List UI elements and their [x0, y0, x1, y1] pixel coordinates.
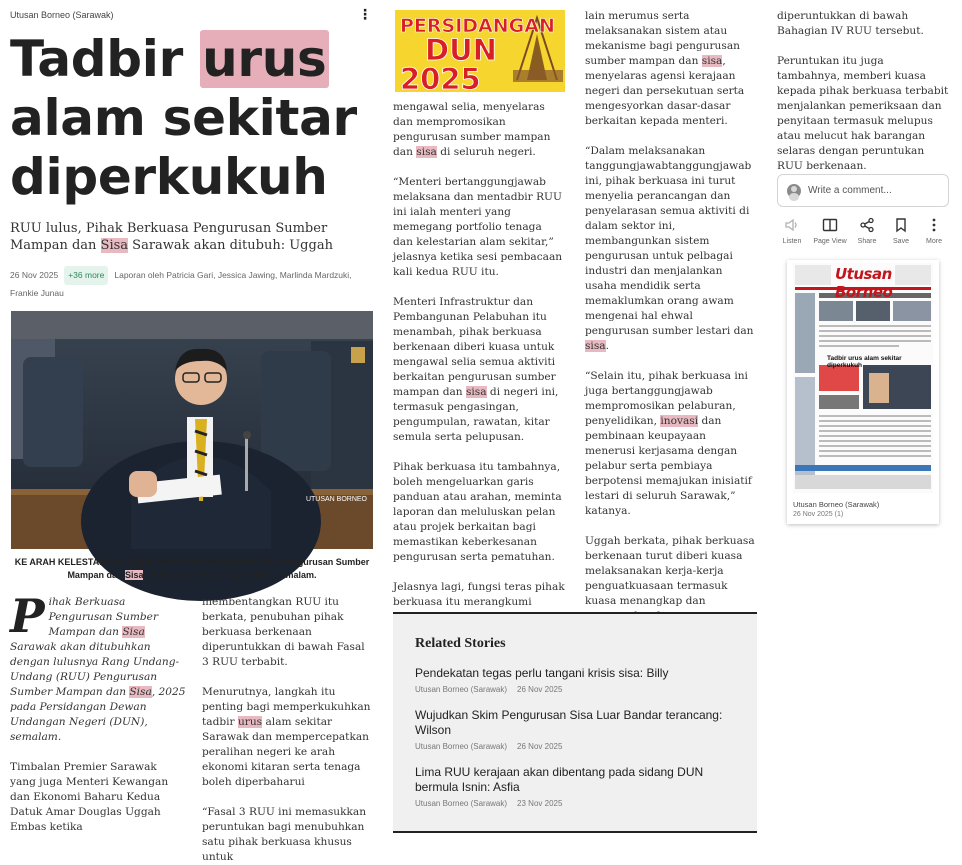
- article-action-bar: [777, 217, 949, 255]
- body-paragraph: “Selain itu, pihak berkuasa ini juga bertanggungjawab mempromosikan pelaburan, penyelidikan, inovasi dan pembinaan keupayaan menerusi kerjasama dengan pelabur serta pembiaya berpotensi memajukan inisiatif lestari di seluruh Sarawak,” katanya.: [585, 370, 752, 517]
- body-paragraph: Timbalan Premier Sarawak yang juga Menteri Kewangan dan Ekonomi Baharu Kedua Datuk Amar Douglas Uggah Embas ketika: [10, 761, 169, 833]
- article-meta: [10, 266, 374, 302]
- newspaper-date: 26 Nov 2025 (1): [793, 511, 844, 518]
- article-headline: Tadbir urus alam sekitar diperkukuh: [10, 30, 357, 206]
- newspaper-headline: Tadbir urus alam sekitar diperkukuh: [827, 355, 902, 369]
- banner-line-3: 2025: [400, 62, 481, 96]
- body-paragraph: “Menteri bertanggungjawab melaksana dan mentadbir RUU ini ialah menteri yang memegang portfolio tenaga dan kelestarian alam sekitar,” jelasnya ketika sesi pembacaan kali kedua RUU itu.: [393, 176, 563, 278]
- body-paragraph: Pihak berkuasa itu tambahnya, boleh mengeluarkan garis panduan atau arahan, meminta laporan dan meluluskan pelan atau projek berkaitan bagi memastikan keberkesanan pengurusan serta pematuhan.: [393, 461, 562, 563]
- search-highlight: sisa: [416, 146, 437, 158]
- body-paragraph: diperuntukkan di bawah Bahagian IV RUU tersebut.: [777, 10, 924, 37]
- related-story[interactable]: [415, 708, 735, 751]
- more-options-icon[interactable]: ⋮: [358, 7, 372, 23]
- search-highlight: Sisa: [122, 626, 145, 638]
- related-story-title[interactable]: Pendekatan tegas perlu tangani krisis sisa: Billy: [415, 666, 669, 680]
- more-contributors-badge[interactable]: +36 more: [64, 266, 108, 285]
- body-paragraph: membentangkan RUU itu berkata, penubuhan pihak berkuasa berkenaan diperuntukkan di bawah Fasal 3 RUU terbabit.: [202, 596, 365, 668]
- page-view-label: Page View: [813, 238, 847, 245]
- publication-row: [10, 7, 374, 23]
- body-paragraph: Menurutnya, langkah itu penting bagi memperkukuhkan tadbir urus alam sekitar Sarawak dan mempercepatkan peralihan negeri ke arah ekonomi kitaran serta tenaga boleh diperbaharui: [202, 686, 371, 788]
- bookmark-icon: [893, 217, 909, 233]
- persidangan-dun-banner: [395, 10, 565, 96]
- listen-label: Listen: [782, 238, 802, 245]
- drop-cap: P: [10, 589, 45, 643]
- related-story-meta: Utusan Borneo (Sarawak) 26 Nov 2025: [415, 742, 563, 751]
- search-highlight: sisa: [701, 55, 723, 67]
- newspaper-page-image: [793, 263, 933, 493]
- related-story-title[interactable]: Wujudkan Skim Pengurusan Sisa Luar Bandar terancang: Wilson: [415, 708, 723, 737]
- publication-name[interactable]: Utusan Borneo (Sarawak): [10, 10, 114, 20]
- photo-watermark: UTUSAN BORNEO: [305, 496, 367, 503]
- newspaper-page-thumbnail[interactable]: [787, 260, 939, 524]
- save-label: Save: [893, 238, 909, 245]
- user-avatar-icon: [787, 184, 801, 198]
- body-paragraph: mengawal selia, menyelaras dan mempromosikan pengurusan sumber mampan dan sisa di seluruh negeri.: [393, 101, 551, 158]
- share-button[interactable]: [850, 217, 884, 245]
- related-story[interactable]: [415, 666, 735, 694]
- article-date: 26 Nov 2025: [10, 270, 59, 280]
- search-highlight: Sisa: [124, 570, 144, 580]
- photo-illustration: [11, 311, 373, 549]
- more-vertical-icon: [926, 217, 942, 233]
- newspaper-masthead: Utusan Borneo: [835, 265, 893, 301]
- related-stories-panel: [393, 612, 757, 833]
- banner-line-1: PERSIDANGAN: [400, 15, 555, 37]
- article-column-3: [585, 9, 757, 669]
- search-highlight: sisa: [585, 340, 606, 352]
- banner-line-2: DUN: [425, 33, 497, 67]
- related-story-meta: Utusan Borneo (Sarawak) 26 Nov 2025: [415, 685, 563, 694]
- body-column-1b: [202, 595, 374, 865]
- body-paragraph: lain merumus serta melaksanakan sistem atau mekanisme bagi pengurusan sumber mampan dan sisa, menyelaras agensi kerajaan negeri dan persekutuan serta mengesyorkan dasar-dasar berkaitan kepada menteri.: [585, 10, 745, 127]
- page-view-button[interactable]: [813, 217, 847, 245]
- body-column-2: [393, 100, 565, 625]
- share-icon: [859, 217, 875, 233]
- body-paragraph: “Fasal 3 RUU ini memasukkan peruntukan bagi menubuhkan satu pihak berkuasa khusus untuk: [202, 806, 367, 863]
- related-story-title[interactable]: Lima RUU kerajaan akan dibentang pada sidang DUN bermula Isnin: Asfia: [415, 765, 704, 794]
- search-highlight: Sisa: [100, 238, 129, 253]
- listen-button[interactable]: [775, 217, 809, 245]
- search-highlight: urus: [237, 716, 263, 728]
- save-button[interactable]: [884, 217, 918, 245]
- related-stories-heading: Related Stories: [415, 636, 506, 651]
- article-authors: Laporan oleh Patricia Gari, Jessica Jawing, Marlinda Mardzuki, Frankie Junau: [10, 270, 352, 298]
- speaker-icon: [784, 217, 800, 233]
- body-paragraph: Peruntukan itu juga tambahnya, memberi kuasa kepada pihak berkuasa terbabit menjalankan pemeriksaan dan penyitaan termasuk melupus atau melucut hak barangan selaras dengan peruntukan RUU berkenaan.: [777, 55, 949, 172]
- related-story-meta: Utusan Borneo (Sarawak) 23 Nov 2025: [415, 799, 563, 808]
- more-label: More: [926, 238, 942, 245]
- body-paragraph: Menteri Infrastruktur dan Pembangunan Pelabuhan itu menambah, pihak berkuasa berkenaan diberi kuasa untuk mengawal selia semua aktiviti berkaitan pengurusan sumber mampan dan sisa di negeri ini, termasuk pengasingan, pengumpulan, rawatan, kitar semula serta pelupusan.: [393, 296, 559, 443]
- body-column-1a: [10, 589, 186, 835]
- page-view-icon: [822, 217, 838, 233]
- share-label: Share: [857, 238, 877, 245]
- body-paragraph: Uggah berkata, pihak berkuasa berkenaan turut diberi kuasa melaksanakan kerja-kerja penguatkuasaan termasuk kuasa menangkap dan: [585, 535, 755, 607]
- more-button[interactable]: [917, 217, 951, 245]
- article-subheadline: RUU lulus, Pihak Berkuasa Pengurusan Sumber Mampan dan Sisa Sarawak akan ditubuh: Uggah: [10, 221, 333, 253]
- related-story[interactable]: [415, 765, 735, 808]
- newspaper-source: Utusan Borneo (Sarawak): [793, 500, 880, 509]
- body-paragraph: “Dalam melaksanakan tanggungjawabtanggungjawab ini, pihak berkuasa ini turut menyelia perancangan dan penyelarasan semua aktiviti di dalam sektor ini, membangunkan sistem pengurusan untuk pelbagai industri dan menjalankan usaha mendidik serta memaklumkan orang awam mengenai hal ehwal pengurusan sumber lestari dan sisa.: [585, 145, 754, 352]
- photo-caption: KE ARAH KELESTARIAN: Uggah ketika membentangkan RUU Pengurusan Sumber Mampan dan Sisa, 2025 pada Persidangan DUN, semalam.: [14, 557, 370, 580]
- comment-placeholder: Write a comment...: [808, 185, 892, 196]
- comment-input[interactable]: [777, 174, 949, 207]
- article-column-1: [10, 0, 374, 863]
- search-highlight: sisa: [465, 386, 487, 398]
- search-highlight: urus: [202, 30, 327, 88]
- article-column-2: [393, 0, 565, 610]
- lead-paragraph: Pihak Berkuasa Pengurusan Sumber Mampan dan Sisa Sarawak akan ditubuhkan dengan lulusnya Rang Undang-Undang (RUU) Pengurusan Sumber Mampan dan Sisa, 2025 pada Persidangan Dewan Undangan Negeri (DUN), semalam.: [10, 589, 186, 743]
- banner-graphic: [395, 10, 565, 96]
- body-column-4: [777, 9, 949, 174]
- search-highlight: Sisa: [129, 686, 152, 698]
- article-photo[interactable]: [11, 311, 373, 549]
- search-highlight: inovasi: [660, 415, 699, 427]
- body-paragraph: Jelasnya lagi, fungsi teras pihak berkuasa itu merangkumi: [393, 581, 565, 608]
